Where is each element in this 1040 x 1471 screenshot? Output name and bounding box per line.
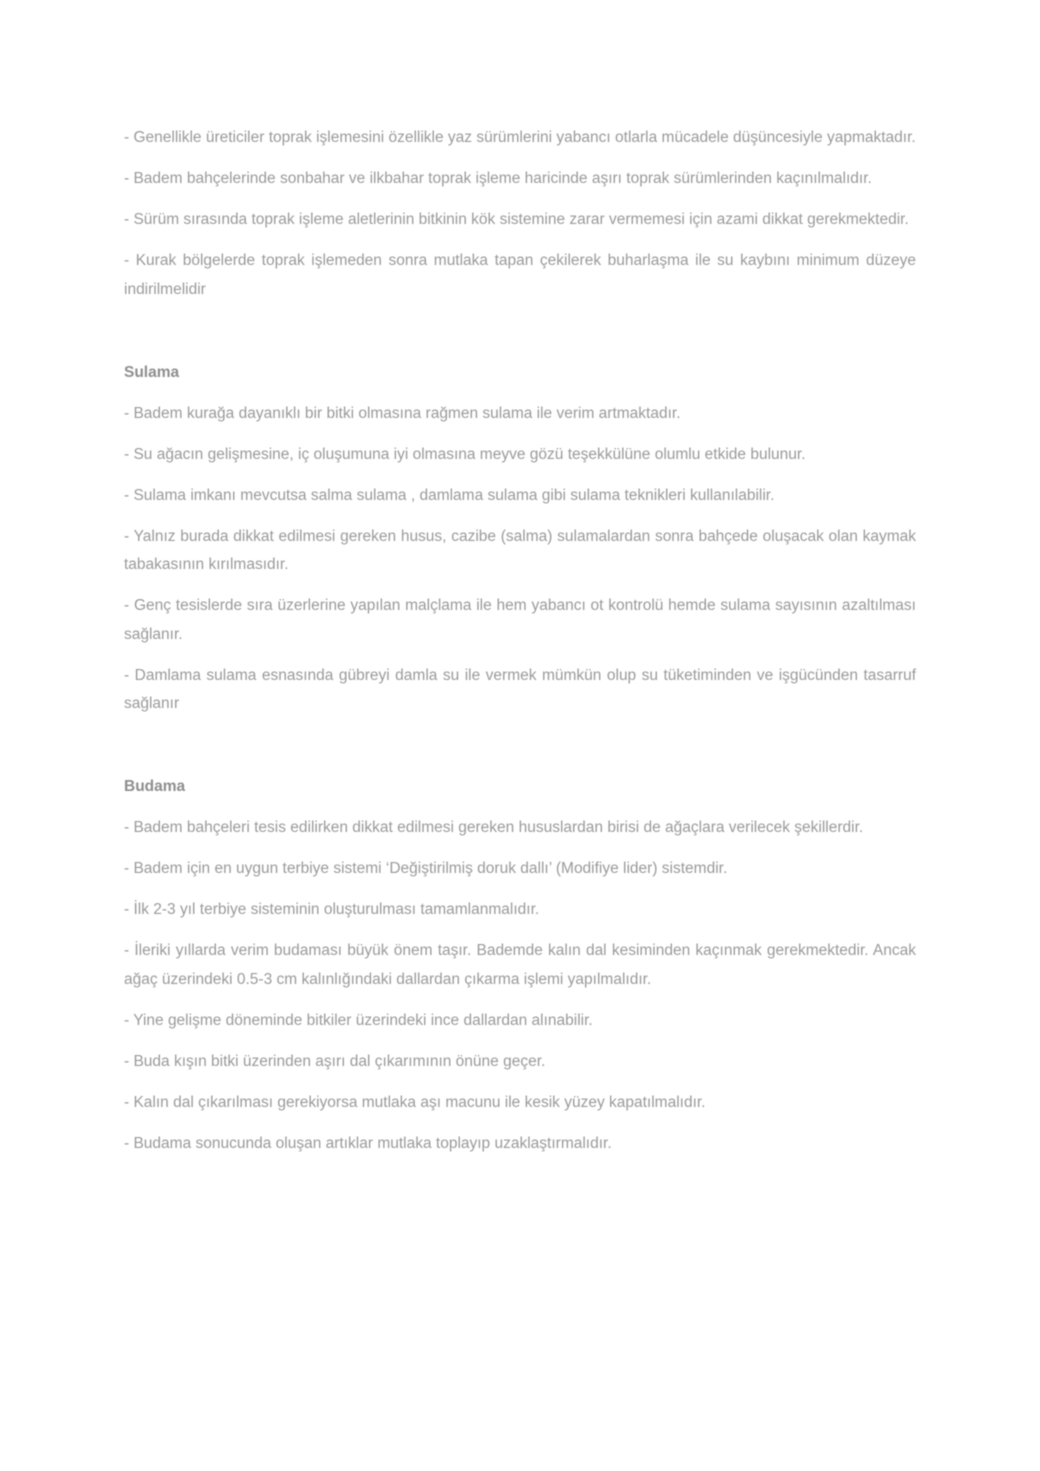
paragraph: - Badem kurağa dayanıklı bir bitki olmasına rağmen sulama ile verim artmaktadır. (124, 404, 681, 422)
paragraph: - Badem bahçelerinde sonbahar ve ilkbahar toprak işleme haricinde aşırı toprak sürümlerinden kaçınılmalıdır. (124, 170, 872, 187)
paragraph: - Genç tesislerde sıra üzerlerine yapılan malçlama ile hem yabancı ot kontrolü hemde sulama sayısının azaltılması sağlanır. (124, 597, 916, 643)
paragraph: - Su ağacın gelişmesine, iç oluşumuna iyi olmasına meyve gözü teşekkülüne olumlu etkide bulunur. (124, 445, 806, 463)
paragraph: - İlk 2-3 yıl terbiye sisteminin oluşturulması tamamlanmalıdır. (124, 901, 540, 918)
section-heading-sulama: Sulama (124, 363, 180, 381)
paragraph: - Badem bahçeleri tesis edilirken dikkat edilmesi gereken hususlardan birisi de ağaçlara verilecek şekillerdir. (124, 819, 864, 836)
paragraph: - Sürüm sırasında toprak işleme aletlerinin bitkinin kök sistemine zarar vermemesi için azami dikkat gerekmektedir. (124, 211, 909, 228)
paragraph: - Yalnız burada dikkat edilmesi gereken husus, cazibe (salma) sulamalardan sonra bahçede oluşacak olan kaymak tabakasının kırılmasıdır. (124, 527, 916, 573)
paragraph: - Badem için en uygun terbiye sistemi ‘Değiştirilmiş doruk dallı’ (Modifiye lider) sistemdir. (124, 860, 728, 877)
paragraph: - Kurak bölgelerde toprak işlemeden sonra mutlaka tapan çekilerek buharlaşma ile su kaybını minimum düzeye indirilmelidir (124, 252, 916, 298)
document-page (124, 124, 916, 1171)
paragraph: - Sulama imkanı mevcutsa salma sulama , damlama sulama gibi sulama teknikleri kullanılabilir. (124, 486, 775, 504)
section-spacer (124, 731, 916, 773)
budama-section (124, 773, 916, 1158)
paragraph: - Kalın dal çıkarılması gerekiyorsa mutlaka aşı macunu ile kesik yüzey kapatılmalıdır. (124, 1093, 706, 1111)
paragraph: - Damlama sulama esnasında gübreyi damla su ile vermek mümkün olup su tüketiminden ve işgücünden tasarruf sağlanır (124, 666, 916, 712)
sulama-section (124, 359, 916, 719)
paragraph: - İleriki yıllarda verim budaması büyük önem taşır. Bademde kalın dal kesiminden kaçınmak gerekmektedir. Ancak ağaç üzerindeki 0.5-3 cm kalınlığındaki dallardan çıkarma işlemi yapılmalıdır. (124, 942, 916, 988)
intro-section (124, 124, 916, 304)
section-heading-budama: Budama (124, 778, 186, 795)
paragraph: - Yine gelişme döneminde bitkiler üzerindeki ince dallardan alınabilir. (124, 1011, 593, 1029)
paragraph: - Genellikle üreticiler toprak işlemesini özellikle yaz sürümlerini yabancı otlarla mücadele düşüncesiyle yapmaktadır. (124, 129, 916, 146)
paragraph: - Budama sonucunda oluşan artıklar mutlaka toplayıp uzaklaştırmalıdır. (124, 1134, 612, 1152)
section-spacer (124, 317, 916, 359)
paragraph: - Buda kışın bitki üzerinden aşırı dal çıkarımının önüne geçer. (124, 1052, 546, 1070)
